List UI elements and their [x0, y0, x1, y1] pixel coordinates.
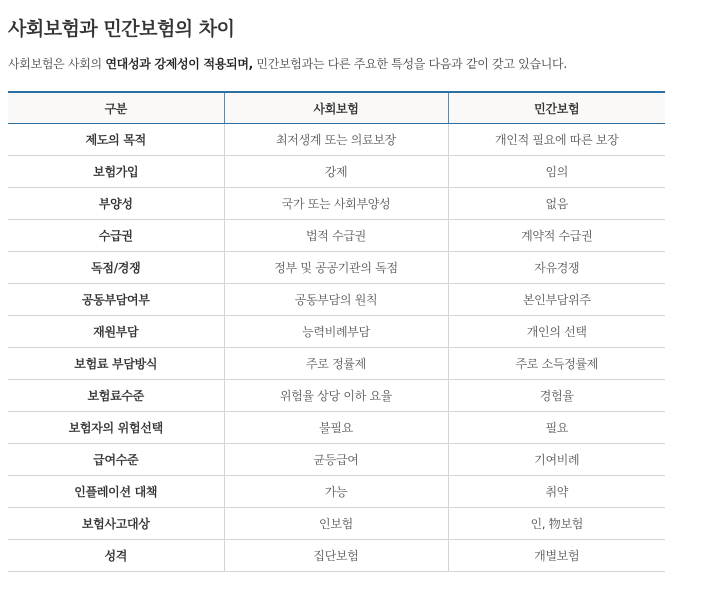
row-category: 보험사고대상	[8, 508, 224, 540]
social-insurance-cell: 최저생계 또는 의료보장	[224, 124, 448, 156]
private-insurance-cell: 개인의 선택	[448, 316, 665, 348]
private-insurance-cell: 자유경쟁	[448, 252, 665, 284]
private-insurance-cell: 경험율	[448, 380, 665, 412]
private-insurance-cell: 기여비례	[448, 444, 665, 476]
table-row	[8, 476, 665, 508]
social-insurance-cell: 능력비례부담	[224, 316, 448, 348]
row-category: 급여수준	[8, 444, 224, 476]
table-row	[8, 220, 665, 252]
table-row	[8, 348, 665, 380]
private-insurance-cell: 개별보험	[448, 540, 665, 572]
intro-part2: 민간보험과는 다른 주요한 특성을 다음과 같이 갖고 있습니다.	[252, 57, 567, 71]
intro-emphasis: 연대성과 강제성이 적용되며,	[105, 57, 253, 71]
social-insurance-cell: 강제	[224, 156, 448, 188]
private-insurance-cell: 인, 物보험	[448, 508, 665, 540]
table-row	[8, 124, 665, 156]
table-row	[8, 444, 665, 476]
social-insurance-cell: 인보험	[224, 508, 448, 540]
social-insurance-cell: 국가 또는 사회부양성	[224, 188, 448, 220]
social-insurance-cell: 집단보험	[224, 540, 448, 572]
row-category: 보험료수준	[8, 380, 224, 412]
table-row	[8, 188, 665, 220]
table-row	[8, 316, 665, 348]
intro-text	[8, 55, 567, 72]
table-row	[8, 540, 665, 572]
table-row	[8, 412, 665, 444]
row-category: 제도의 목적	[8, 124, 224, 156]
row-category: 부양성	[8, 188, 224, 220]
row-category: 수급권	[8, 220, 224, 252]
table-row	[8, 284, 665, 316]
table-row	[8, 252, 665, 284]
private-insurance-cell: 필요	[448, 412, 665, 444]
comparison-table	[8, 91, 665, 572]
private-insurance-cell: 본인부담위주	[448, 284, 665, 316]
header-private-insurance: 민간보험	[448, 92, 665, 124]
row-category: 공동부담여부	[8, 284, 224, 316]
table-header-row	[8, 92, 665, 124]
table-row	[8, 508, 665, 540]
header-category: 구분	[8, 92, 224, 124]
social-insurance-cell: 위험율 상당 이하 요율	[224, 380, 448, 412]
row-category: 성격	[8, 540, 224, 572]
private-insurance-cell: 없음	[448, 188, 665, 220]
private-insurance-cell: 계약적 수급권	[448, 220, 665, 252]
social-insurance-cell: 균등급여	[224, 444, 448, 476]
intro-part1: 사회보험은 사회의	[8, 57, 106, 71]
row-category: 재원부담	[8, 316, 224, 348]
social-insurance-cell: 정부 및 공공기관의 독점	[224, 252, 448, 284]
page-title: 사회보험과 민간보험의 차이	[8, 18, 235, 40]
social-insurance-cell: 주로 정률제	[224, 348, 448, 380]
row-category: 보험가입	[8, 156, 224, 188]
table-row	[8, 156, 665, 188]
social-insurance-cell: 불필요	[224, 412, 448, 444]
private-insurance-cell: 주로 소득정률제	[448, 348, 665, 380]
header-social-insurance: 사회보험	[224, 92, 448, 124]
private-insurance-cell: 임의	[448, 156, 665, 188]
row-category: 보험자의 위험선택	[8, 412, 224, 444]
row-category: 독점/경쟁	[8, 252, 224, 284]
row-category: 인플레이션 대책	[8, 476, 224, 508]
social-insurance-cell: 가능	[224, 476, 448, 508]
row-category: 보험료 부담방식	[8, 348, 224, 380]
social-insurance-cell: 법적 수급권	[224, 220, 448, 252]
table-row	[8, 380, 665, 412]
social-insurance-cell: 공동부담의 원칙	[224, 284, 448, 316]
private-insurance-cell: 개인적 필요에 따른 보장	[448, 124, 665, 156]
private-insurance-cell: 취약	[448, 476, 665, 508]
